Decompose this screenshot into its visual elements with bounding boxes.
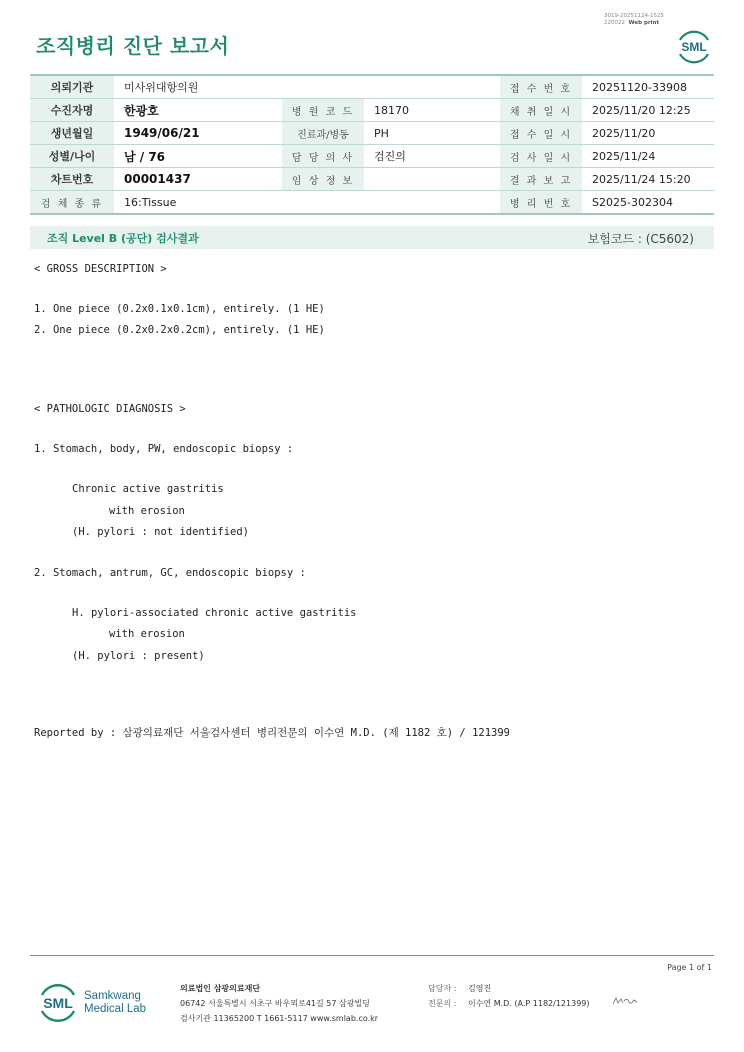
lab-name-line2: Medical Lab: [84, 1003, 147, 1015]
organization-contact: 검사기관 11365200 T 1661-5117 www.smlab.co.kr: [180, 1014, 379, 1023]
lab-name: [84, 990, 146, 1016]
test-date-value: 2025/11/24: [582, 145, 714, 168]
staff-label: 담당자 :: [428, 984, 457, 993]
hospital-code-value: 18170: [364, 99, 500, 122]
gross-description-heading: < GROSS DESCRIPTION >: [34, 263, 167, 275]
birth-date-label: 생년월일: [30, 122, 114, 145]
diagnosis-1-modifier: with erosion: [109, 505, 185, 517]
footer-logo-text: SML: [43, 995, 73, 1011]
chart-no-value: 00001437: [114, 168, 282, 191]
pathologic-diagnosis-heading: < PATHOLOGIC DIAGNOSIS >: [34, 403, 186, 415]
diagnosis-1-site: 1. Stomach, body, PW, endoscopic biopsy :: [34, 443, 294, 455]
result-report-value: 2025/11/24 15:20: [582, 168, 714, 191]
birth-date-value: 1949/06/21: [114, 122, 282, 145]
diagnosis-1-hpylori: (H. pylori : not identified): [72, 526, 250, 538]
gross-item-1: 1. One piece (0.2x0.1x0.1cm), entirely. (1 HE): [34, 303, 325, 315]
staff-info: [428, 981, 590, 1011]
specimen-type-label: 검 체 종 류: [30, 191, 114, 215]
specialist-label: 전문의 :: [428, 999, 457, 1008]
logo-text: SML: [681, 40, 707, 54]
specimen-type-value: 16:Tissue: [114, 191, 500, 215]
sml-logo-icon: [674, 26, 714, 66]
document-id-line2: 220022: [604, 20, 625, 26]
report-title: 조직병리 진단 보고서: [36, 34, 230, 58]
sex-age-value: 남 / 76: [114, 145, 282, 168]
accession-no-value: 20251120-33908: [582, 75, 714, 99]
clinical-info-label: 임 상 정 보: [282, 168, 364, 191]
pathology-no-label: 병 리 번 호: [500, 191, 582, 215]
physician-label: 담 당 의 사: [282, 145, 364, 168]
gross-item-2: 2. One piece (0.2x0.2x0.2cm), entirely. (1 HE): [34, 324, 325, 336]
diagnosis-1-finding: Chronic active gastritis: [72, 483, 224, 495]
info-row: [30, 168, 714, 191]
result-report-label: 결 과 보 고: [500, 168, 582, 191]
footer-divider: [30, 955, 714, 956]
info-row: [30, 99, 714, 122]
receipt-date-value: 2025/11/20: [582, 122, 714, 145]
diagnosis-2-hpylori: (H. pylori : present): [72, 650, 205, 662]
requesting-org-label: 의뢰기관: [30, 75, 114, 99]
test-level-title: 조직 Level B (공단) 검사결과: [47, 232, 199, 245]
patient-name-value: 한광호: [114, 99, 282, 122]
result-header-bar: [30, 226, 714, 249]
sex-age-label: 성별/나이: [30, 145, 114, 168]
hospital-code-label: 병 원 코 드: [282, 99, 364, 122]
department-value: PH: [364, 122, 500, 145]
lab-name-line1: Samkwang: [84, 990, 141, 1002]
patient-info-table: [30, 74, 714, 215]
document-id-line1: 3019-20251124-1525: [604, 13, 664, 19]
signature-icon: [612, 996, 638, 1006]
department-label: 진료과/병동: [282, 122, 364, 145]
info-row: [30, 122, 714, 145]
insurance-code: 보험코드 : (C5602): [587, 232, 694, 246]
info-row: [30, 75, 714, 99]
staff-name: 김영진: [468, 984, 492, 993]
specialist-name: 이수연 M.D. (A.P 1182/121399): [468, 999, 590, 1008]
accession-no-label: 접 수 번 호: [500, 75, 582, 99]
sml-footer-logo-icon: [36, 980, 80, 1024]
receipt-date-label: 접 수 일 시: [500, 122, 582, 145]
web-print-label: Web print: [628, 20, 660, 26]
organization-name: 의료법인 삼광의료재단: [180, 984, 261, 993]
diagnosis-2-finding: H. pylori-associated chronic active gastritis: [72, 607, 357, 619]
requesting-org-value: 미사위대항의원: [114, 75, 500, 99]
document-id: [604, 13, 664, 27]
collection-date-value: 2025/11/20 12:25: [582, 99, 714, 122]
physician-value: 검진의: [364, 145, 500, 168]
patient-name-label: 수진자명: [30, 99, 114, 122]
clinical-info-value: [364, 168, 500, 191]
test-date-label: 검 사 일 시: [500, 145, 582, 168]
organization-info: [180, 981, 378, 1026]
diagnosis-2-modifier: with erosion: [109, 628, 185, 640]
info-row: [30, 145, 714, 168]
info-row: [30, 191, 714, 215]
diagnosis-2-site: 2. Stomach, antrum, GC, endoscopic biopsy :: [34, 567, 306, 579]
reported-by: Reported by : 삼광의료재단 서울검사센터 병리전문의 이수연 M.D. (제 1182 호) / 121399: [34, 727, 511, 739]
page-number: Page 1 of 1: [667, 963, 712, 972]
chart-no-label: 차트번호: [30, 168, 114, 191]
organization-address: 06742 서울특별시 서초구 바우뫼로41길 57 삼광빌딩: [180, 999, 370, 1008]
collection-date-label: 채 취 일 시: [500, 99, 582, 122]
pathology-no-value: S2025-302304: [582, 191, 714, 215]
